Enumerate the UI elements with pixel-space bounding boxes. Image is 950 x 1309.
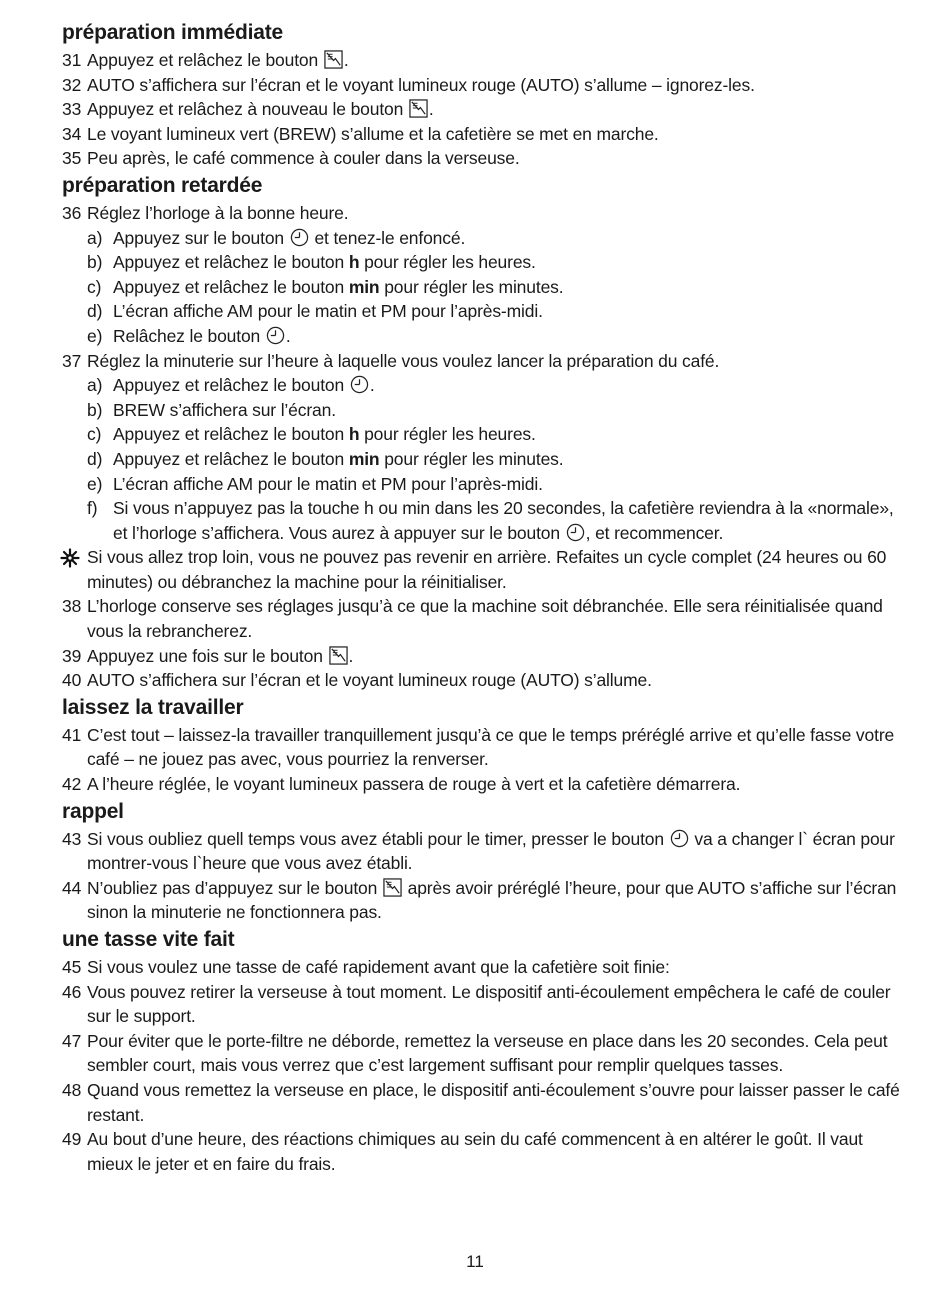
- instruction-item: [62, 980, 902, 1029]
- sub-step-text: L’écran affiche AM pour le matin et PM pour l’après-midi.: [113, 473, 543, 494]
- instruction-item: [62, 668, 902, 693]
- clock-button-icon: [670, 829, 689, 848]
- item-text: Appuyez une fois sur le bouton: [87, 645, 323, 666]
- item-number: 41: [62, 724, 82, 745]
- brew-button-icon: [324, 50, 343, 69]
- item-number: 37: [62, 350, 82, 371]
- button-label: h: [348, 424, 360, 445]
- item-number: 45: [62, 957, 82, 977]
- instruction-item: [62, 1078, 902, 1127]
- sub-step-text: L’écran affiche AM pour le matin et PM pour l’après-midi.: [113, 301, 543, 322]
- sub-step-letter: a): [87, 227, 103, 248]
- button-label: min: [348, 448, 380, 469]
- section-heading: rappel: [62, 799, 124, 823]
- item-number: 35: [62, 148, 82, 169]
- sub-step-text: Appuyez et relâchez le bouton: [113, 424, 349, 445]
- item-text: .: [343, 50, 349, 70]
- item-number: 42: [62, 774, 82, 795]
- instruction-item: [62, 723, 902, 772]
- item-number: 39: [62, 645, 82, 666]
- item-text: Vous pouvez retirer la verseuse à tout moment. Le dispositif anti-écoulement empêchera le café de couler sur le support.: [87, 981, 891, 1027]
- instruction-item: [62, 955, 902, 980]
- section-heading: préparation retardée: [62, 173, 263, 197]
- item-number: 38: [62, 596, 82, 617]
- item-number: 44: [62, 877, 82, 898]
- item-text: .: [348, 645, 354, 666]
- instruction-item: [62, 146, 902, 171]
- sub-step-letter: d): [87, 301, 103, 322]
- sub-step-text: Appuyez et relâchez le bouton: [113, 252, 349, 273]
- sub-step-text: .: [285, 325, 291, 346]
- instruction-item: [62, 122, 902, 147]
- instruction-item: [62, 876, 902, 925]
- item-text: L’horloge conserve ses réglages jusqu’à ce que la machine soit débranchée. Elle sera réinitialisée quand vous la rebrancherez.: [87, 596, 883, 642]
- sub-step-text: et tenez-le enfoncé.: [314, 227, 466, 248]
- sub-step-letter: e): [87, 473, 103, 494]
- sub-step-text: Relâchez le bouton: [113, 325, 261, 346]
- item-number: 31: [62, 50, 82, 70]
- item-text: A l’heure réglée, le voyant lumineux passera de rouge à vert et la cafetière démarrera.: [87, 774, 741, 795]
- sub-step-letter: d): [87, 448, 103, 469]
- brew-button-icon: [383, 878, 402, 897]
- sub-step-text: Si vous n’appuyez pas la touche h ou min dans les 20 secondes, la cafetière reviendra à la «normale», et l’horloge s’affichera. Vous aurez à appuyer sur le bouton: [113, 498, 894, 543]
- sub-step-letter: e): [87, 325, 103, 346]
- sub-step-letter: c): [87, 276, 102, 297]
- instruction-item: [62, 644, 902, 669]
- item-text: Réglez l’horloge à la bonne heure.: [87, 202, 349, 223]
- sub-step: [62, 496, 902, 545]
- sub-step-letter: b): [87, 399, 103, 420]
- item-number: 47: [62, 1030, 82, 1051]
- sub-step-text: pour régler les minutes.: [379, 276, 564, 297]
- warning-star-icon: [60, 548, 80, 568]
- item-text: Si vous oubliez quell temps vous avez établi pour le timer, presser le bouton: [87, 828, 664, 849]
- section-heading: préparation immédiate: [62, 21, 284, 44]
- sub-step-text: pour régler les heures.: [359, 424, 536, 445]
- sub-step-text: pour régler les minutes.: [379, 448, 564, 469]
- item-number: 33: [62, 99, 82, 120]
- sub-step-letter: f): [87, 498, 98, 519]
- sub-step-text: , et recommencer.: [585, 522, 724, 543]
- item-text: Si vous voulez une tasse de café rapidement avant que la cafetière soit finie:: [87, 957, 670, 977]
- sub-step: [62, 299, 902, 324]
- clock-button-icon: [566, 523, 585, 542]
- clock-button-icon: [350, 375, 369, 394]
- instruction-item: [62, 48, 902, 73]
- sub-step: [62, 250, 902, 275]
- note-text: Si vous allez trop loin, vous ne pouvez pas revenir en arrière. Refaites un cycle complet (24 heures ou 60 minutes) ou débranchez la machine pour la réinitialiser.: [87, 547, 887, 592]
- sub-step-text: .: [369, 375, 375, 396]
- item-number: 34: [62, 123, 82, 144]
- brew-button-icon: [329, 646, 348, 665]
- sub-step: [62, 422, 902, 447]
- item-number: 40: [62, 670, 82, 691]
- button-label: min: [348, 276, 380, 297]
- clock-button-icon: [266, 326, 285, 345]
- instruction-item: [62, 201, 902, 226]
- sub-step-text: BREW s’affichera sur l’écran.: [113, 399, 336, 420]
- instruction-item: [62, 772, 902, 797]
- item-text: AUTO s’affichera sur l’écran et le voyant lumineux rouge (AUTO) s’allume – ignorez-les.: [87, 74, 755, 95]
- page-number: 11: [466, 1252, 484, 1271]
- item-text: AUTO s’affichera sur l’écran et le voyant lumineux rouge (AUTO) s’allume.: [87, 670, 652, 691]
- sub-step-letter: c): [87, 424, 102, 445]
- sub-step-letter: a): [87, 375, 103, 396]
- section-heading: laissez la travailler: [62, 695, 244, 719]
- sub-step: [62, 447, 902, 472]
- instruction-item: [62, 1029, 902, 1078]
- sub-step-text: Appuyez et relâchez le bouton: [113, 448, 349, 469]
- manual-page: [62, 18, 902, 1176]
- item-number: 32: [62, 74, 82, 95]
- item-text: Pour éviter que le porte-filtre ne déborde, remettez la verseuse en place dans les 20 secondes. Cela peut sembler court, mais vous verrez que c’est largement suffisant pour remplir quelques tasses.: [87, 1030, 888, 1076]
- item-text: .: [428, 99, 434, 120]
- item-number: 49: [62, 1129, 82, 1150]
- sub-step-text: Appuyez sur le bouton: [113, 227, 284, 248]
- sub-step: [62, 275, 902, 300]
- sub-step-text: pour régler les heures.: [359, 252, 536, 273]
- instruction-item: [62, 97, 902, 122]
- item-text: Peu après, le café commence à couler dans la verseuse.: [87, 148, 520, 169]
- sub-step: [62, 324, 902, 349]
- instruction-item: [62, 827, 902, 876]
- sub-step-text: Appuyez et relâchez le bouton: [113, 375, 345, 396]
- warning-note: [62, 545, 902, 594]
- sub-step: [62, 472, 902, 497]
- item-text: N’oubliez pas d’appuyez sur le bouton: [87, 877, 378, 898]
- item-text: Appuyez et relâchez à nouveau le bouton: [87, 99, 404, 120]
- button-label: h: [348, 252, 360, 273]
- item-number: 48: [62, 1079, 82, 1100]
- item-number: 46: [62, 981, 82, 1002]
- sub-step: [62, 373, 902, 398]
- instruction-item: [62, 73, 902, 98]
- item-text: Réglez la minuterie sur l’heure à laquelle vous voulez lancer la préparation du café.: [87, 350, 720, 371]
- instruction-item: [62, 1127, 902, 1176]
- section-heading: une tasse vite fait: [62, 928, 235, 951]
- clock-button-icon: [290, 228, 309, 247]
- item-number: 36: [62, 202, 82, 223]
- sub-step-letter: b): [87, 252, 103, 273]
- item-text: C’est tout – laissez-la travailler tranquillement jusqu’à ce que le temps préréglé arrive et qu’elle fasse votre café – ne jouez pas avec, vous pourriez la renverser.: [87, 724, 895, 770]
- item-text: Le voyant lumineux vert (BREW) s’allume et la cafetière se met en marche.: [87, 123, 659, 144]
- sub-step: [62, 398, 902, 423]
- sub-step-text: Appuyez et relâchez le bouton: [113, 276, 349, 297]
- instruction-item: [62, 594, 902, 643]
- item-text: va a changer l` écran pour montrer-vous l`heure que vous avez établi.: [87, 828, 895, 874]
- sub-step: [62, 226, 902, 251]
- brew-button-icon: [409, 99, 428, 118]
- item-text: Au bout d’une heure, des réactions chimiques au sein du café commencent à en altérer le goût. Il vaut mieux le jeter et en faire du frais.: [87, 1129, 863, 1174]
- item-number: 43: [62, 828, 82, 849]
- instruction-item: [62, 349, 902, 374]
- item-text: Quand vous remettez la verseuse en place, le dispositif anti-écoulement s’ouvre pour laisser passer le café restant.: [87, 1079, 900, 1125]
- item-text: Appuyez et relâchez le bouton: [87, 50, 319, 70]
- item-text: après avoir préréglé l’heure, pour que AUTO s’affiche sur l’écran sinon la minuterie ne fonctionnera pas.: [87, 877, 897, 923]
